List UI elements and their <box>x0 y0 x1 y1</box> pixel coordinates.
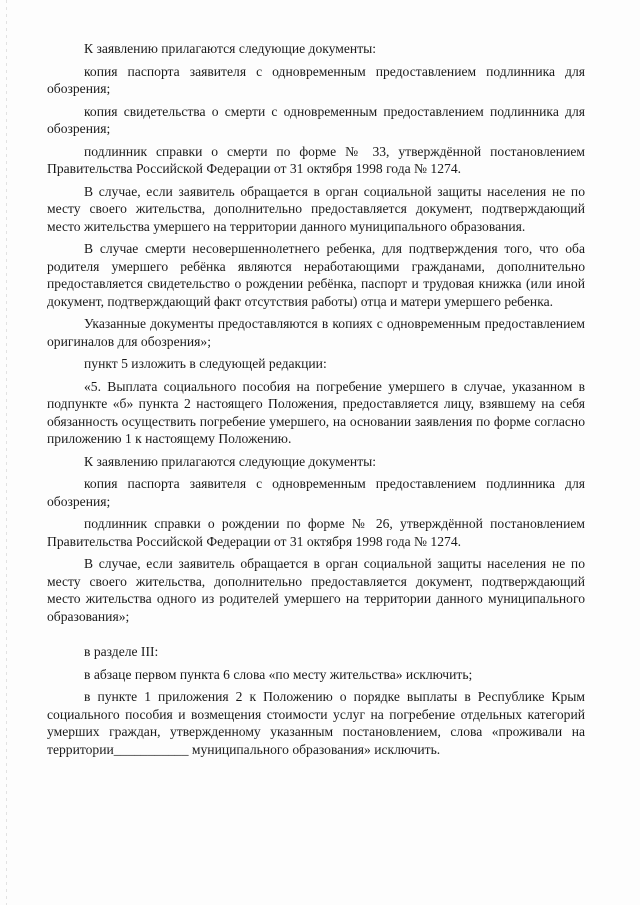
paragraph-passport-copy-2: копия паспорта заявителя с одновременным предоставлением подлинника для обозрения; <box>47 476 585 509</box>
paragraph-point-5-intro: пункт 5 изложить в следующей редакции: <box>84 356 327 371</box>
paragraph-death-certificate-copy: копия свидетельства о смерти с одновременным предоставлением подлинника для обозрения; <box>47 103 585 136</box>
paragraph-passport-copy: копия паспорта заявителя с одновременным предоставлением подлинника для обозрения; <box>47 63 585 96</box>
paragraph-birth-form-26: подлинник справки о рождении по форме № 26, утверждённой постановлением Правительства Российской Федерации от 31 октября 1998 года № 1274. <box>47 516 585 549</box>
paragraph-point-6-amendment: в абзаце первом пункта 6 слова «по месту жительства» исключить; <box>84 666 473 682</box>
document-body <box>47 40 585 763</box>
paragraph-copies-with-originals: Указанные документы предоставляются в копиях с одновременным предоставлением оригиналов для обозрения»; <box>47 316 585 349</box>
scan-margin-mark <box>6 0 7 905</box>
paragraph-death-form-33: подлинник справки о смерти по форме № 33, утверждённой постановлением Правительства Российской Федерации от 31 октября 1998 года № 1274. <box>47 143 585 176</box>
paragraph-documents-intro: К заявлению прилагаются следующие документы: <box>84 41 377 56</box>
paragraph-documents-intro-2: К заявлению прилагаются следующие документы: <box>84 453 377 469</box>
paragraph-appendix-2-amendment: в пункте 1 приложения 2 к Положению о порядке выплаты в Республике Крым социального пособия и возмещения стоимости услуг на погребение отдельных категорий умерших граждан, утвержденному указанным постановлением, слова «проживали на территории___________ муниципального образования» исключить. <box>47 689 585 757</box>
paragraph-parent-residence: В случае, если заявитель обращается в орган социальной защиты населения не по месту своего жительства, дополнительно предоставляется документ, подтверждающий место жительства одного из родителей умершего на территории данного муниципального образования»; <box>47 556 585 624</box>
paragraph-point-5-text: «5. Выплата социального пособия на погребение умершего в случае, указанном в подпункте «б» пункта 2 настоящего Положения, предоставляется лицу, взявшему на себя обязанность осуществить погребение умершего, на основании заявления по форме согласно приложению 1 к настоящему Положению. <box>47 378 585 446</box>
paragraph-section-3: в разделе III: <box>84 644 159 659</box>
paragraph-minor-child-death: В случае смерти несовершеннолетнего ребенка, для подтверждения того, что оба родителя умершего ребёнка являются неработающими гражданами, дополнительно предоставляется свидетельство о рождении ребёнка, паспорт и трудовая книжка (или иной документ, подтверждающий факт отсутствия работы) отца и матери умершего ребенка. <box>47 241 585 309</box>
paragraph-residence-document: В случае, если заявитель обращается в орган социальной защиты населения не по месту своего жительства, дополнительно предоставляется документ, подтверждающий место жительства умершего на территории данного муниципального образования. <box>47 183 585 234</box>
